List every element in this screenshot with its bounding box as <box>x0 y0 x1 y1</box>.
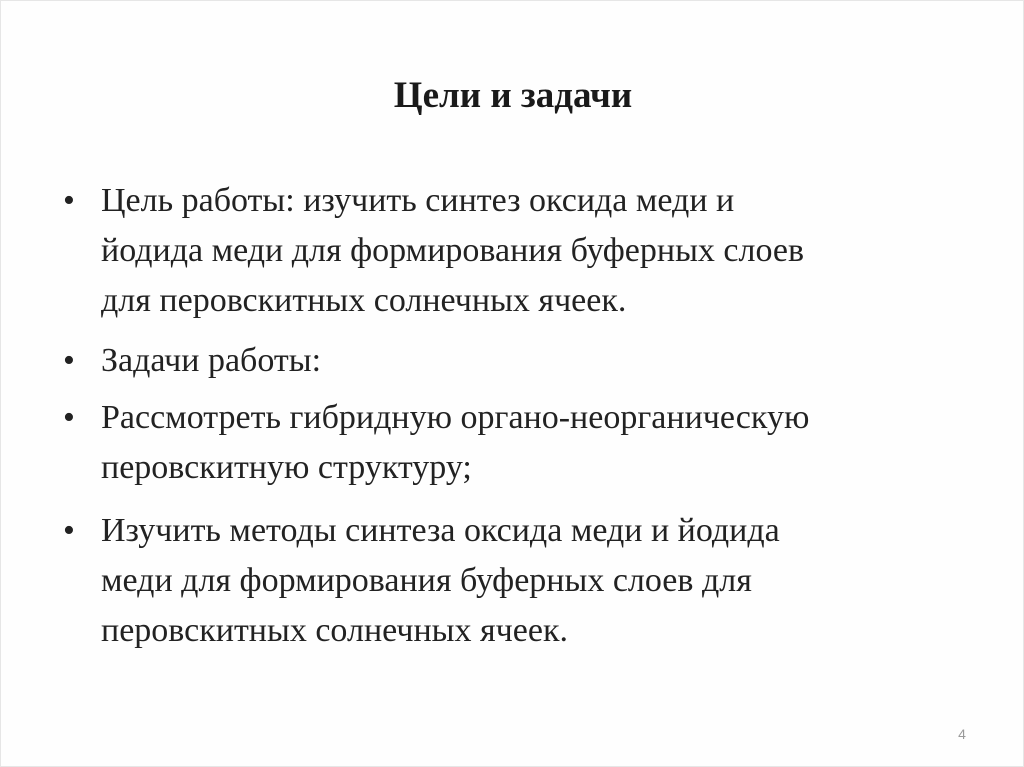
list-item-line: перовскитную структуру; <box>101 449 472 486</box>
page-number: 4 <box>958 726 966 742</box>
list-item-line: Рассмотреть гибридную органо-неорганическую <box>101 399 810 436</box>
bullet-point: • <box>63 182 75 219</box>
list-item-line: перовскитных солнечных ячеек. <box>101 612 568 649</box>
slide-title: Цели и задачи <box>393 75 633 116</box>
bullet-point: • <box>63 512 75 549</box>
list-item-line: меди для формирования буферных слоев для <box>101 562 752 599</box>
list-item-line: йодида меди для формирования буферных слоев <box>101 232 805 269</box>
list-item-line: для перовскитных солнечных ячеек. <box>101 282 627 319</box>
list-item-line: Изучить методы синтеза оксида меди и йодида <box>101 512 780 549</box>
bullet-point: • <box>63 399 75 436</box>
bullet-point: • <box>63 342 75 379</box>
list-item-line: Цель работы: изучить синтез оксида меди и <box>101 182 735 219</box>
list-item-line: Задачи работы: <box>101 342 322 379</box>
